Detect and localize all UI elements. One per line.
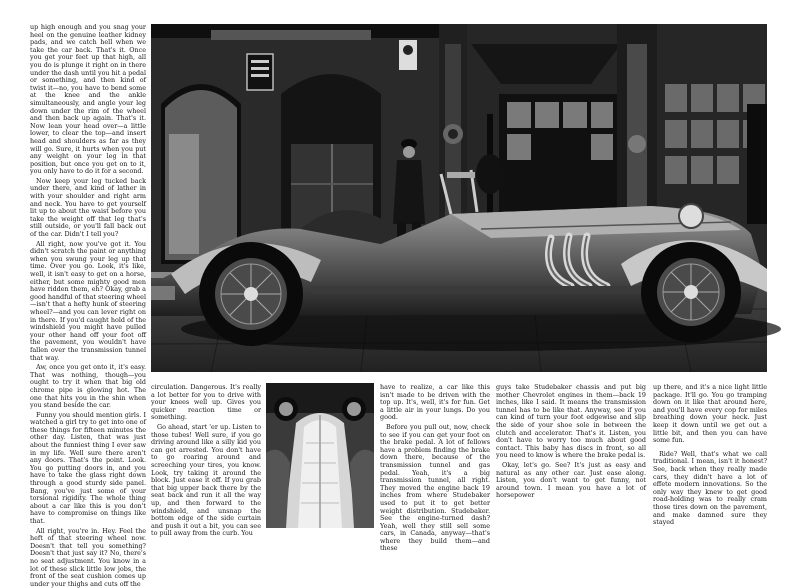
- paragraph: Now keep your leg tucked back under there, and kind of lather in with your shoulder and right arm and neck. You have to get yourself lit up to about the waist before you take the weight off that leg that's still outside, or you'll fall back out of the car. Didn't I tell you?: [30, 176, 146, 239]
- paragraph: Ride? Well, that's what we call traditional. I mean, isn't it honest? See, back when they really made cars, they didn't have a lot of effete modern innovations. So the only way they knew to get good road-holding was to really cram those tires down on the pavement, and make damned sure they stayed: [653, 449, 767, 527]
- paragraph: All right, now you've got it. You didn't scratch the paint or anything when you swung your leg up that time. Over you go. Look, it's like, well, it isn't easy to get on a horse, either, but some mighty good men have ridden them, eh? Okay, grab a good handful of that steering wheel—isn't that a hefty hunk of steering wheel?—and you can lever right on in there. If you'd caught hold of the windshield you might have pulled your other hand off your foot off the pavement, you wouldn't have fallen over the transmission tunnel that way.: [30, 239, 146, 362]
- paragraph: Funny you should mention girls. I watched a girl try to get into one of these things for fifteen minutes the other day. Listen, that was just about the funniest thing I ever saw in my life. Well sure there aren't any doors. That's the point. Look. You go putting doors in, and you have to take the glass right down through a good sturdy side panel. Bang, you've just some of your torsional rigidity. The whole thing about a car like this is you don't have to compromise on things like that.: [30, 410, 146, 525]
- text-column-2: [151, 383, 261, 538]
- text-column-4: [496, 384, 646, 528]
- main-photo-roadster: [151, 24, 767, 372]
- paragraph: guys take Studebaker chassis and put big mother Chevrolet engines in them—back 19 inches, like I said. It means the transmission tunnel has to be like that. Anyway, see if you can kind of turn your foot edgewise and slip the side of your shoe sole in between the clutch and accelerator. That's it. Listen, you don't have to worry too much about good contact. This baby has discs in front, so all you need to know is where the brake pedal is.: [496, 383, 646, 460]
- left-text-column: [30, 23, 146, 588]
- paragraph: up high enough and you snag your heel on the genuine leather kidney pads, and we catch hell when we take the car back. That's it. Once you get your feet up that high, all you do is plunge it right on in there under the dash until you hit a pedal or something, and then kind of twist it—no, you have to bend some at the knee and the ankle simultaneously, and angle your leg down under the rim of the wheel and then back up again. That's it. Now lean your head over—a little lower, to clear the top—and insert head and shoulders as far as they will go. Sure, it hurts when you put any weight on your leg in that position, but once you get on to it, you only have to do it for a second.: [30, 23, 146, 176]
- text-column-3: [380, 383, 490, 553]
- roadster-illustration: [151, 24, 767, 372]
- front-wheel: [641, 242, 741, 342]
- paragraph: Okay, let's go. See? It's just as easy and natural as any other car. Just ease along. Listen, you don't want to get funny, not around town. I mean you have a lot of horsepower: [496, 460, 646, 500]
- car-front-illustration: [266, 383, 374, 528]
- paragraph: Before you pull out, now, check to see if you can get your foot on the brake pedal. A lot of fellows have a problem finding the brake down there, because of the transmission tunnel and gas pedal. Yeah, it's a big transmission tunnel, all right. They moved the engine back 19 inches from where Studebaker used to put it to get better weight distribution. Studebaker. See the engine-turned dash? Yeah, well they still sell some cars, in Canada, anyway—that's where they build them—and these: [380, 422, 490, 553]
- paragraph: up there, and it's a nice light little package. It'll go. You go tramping down on it like that around here, and you'll have every cop for miles breathing down your neck. Just keep it down until we get out a little bit, and then you can have some fun.: [653, 383, 767, 445]
- paragraph: circulation. Dangerous. It's really a lot better for you to drive with your knees well up. Gives you quicker reaction time or something.: [151, 383, 261, 422]
- paragraph: have to realize, a car like this isn't made to be driven with the top up. It's, well, it's for fun. Get a little air in your lungs. Do you good.: [380, 383, 490, 422]
- rear-wheel: [199, 242, 303, 346]
- paragraph: All right, you're in. Hey. Feel the heft of that steering wheel now. Doesn't that tell you something? Doesn't that just say it? No, there's no seat adjustment. You know in a lot of these slick little low jobs, the front of the seat cushion comes up under your thighs and cuts off the: [30, 526, 146, 588]
- inset-photo-car-front: [266, 383, 374, 528]
- paragraph: Go ahead, start 'er up. Listen to those tubes! Well sure, if you go driving around like a silly kid you can get arrested. You don't have to go roaring around and screeching your tires, you know. Look, try taking it around the block. Just ease it off. If you grab that big upper back there by the seat back and run it all the way up, and then forward to the windshield, and unsnap the bottom edge of the side curtain and push it out a bit, you can see to pull away from the curb. You: [151, 422, 261, 538]
- text-column-5: [653, 384, 767, 528]
- paragraph: Aw, once you get onto it, it's easy. That was nothing, though—you ought to try it when that big old chrome pipe is glowing hot. The one that hits you in the shin when you stand beside the car.: [30, 363, 146, 410]
